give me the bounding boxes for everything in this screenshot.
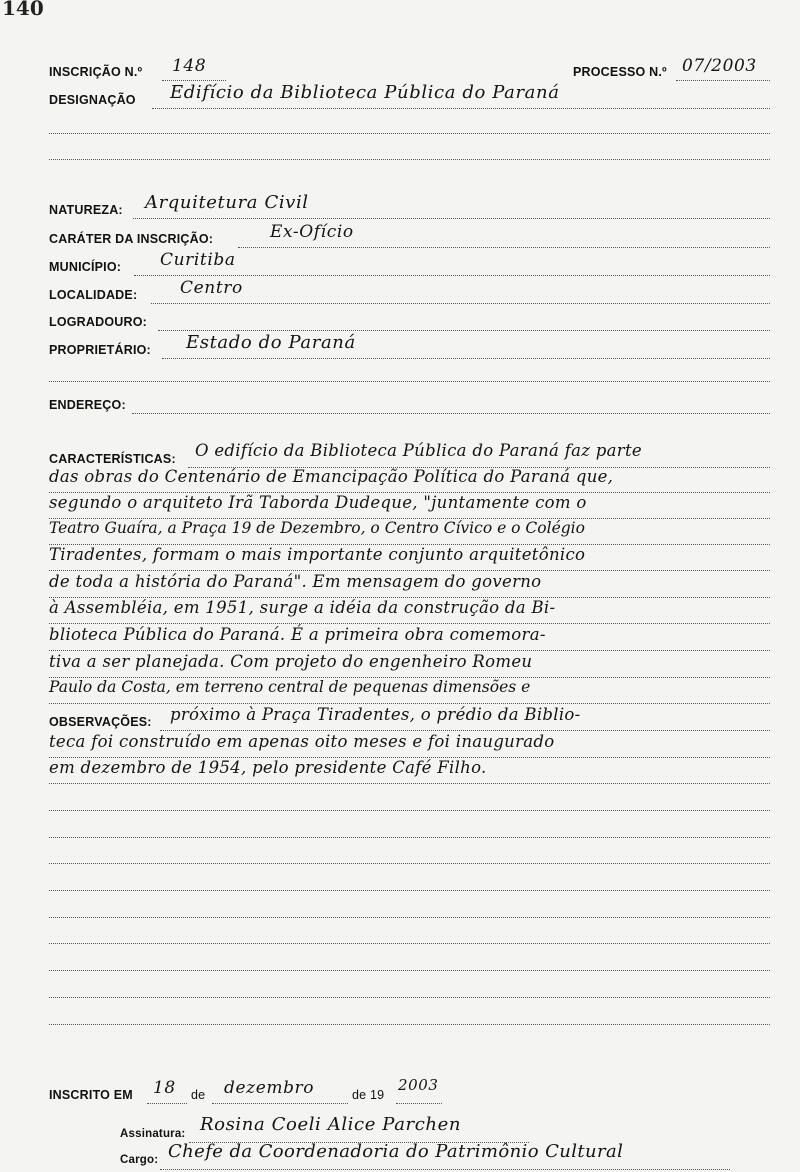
observacoes-label: OBSERVAÇÕES: [49,715,152,729]
caracteristicas-text-line: Tiradentes, formam o mais importante conjunto arquitetônico [49,545,586,564]
proprietario-line [162,358,770,359]
caracteristicas-text-line: à Assembléia, em 1951, surge a idéia da construção da Bi- [49,598,556,617]
blank-line [49,997,770,998]
page-number: 140 [2,0,44,20]
caracteristicas-text-line: segundo o arquiteto Irã Taborda Dudeque, "juntamente com o [49,493,587,512]
processo-label: PROCESSO N.º [573,65,667,79]
carater-line [238,247,770,248]
caracteristicas-line [49,623,770,624]
caracteristicas-line [49,570,770,571]
blank-line [49,970,770,971]
blank-line [49,159,770,160]
carater-value: Ex-Ofício [270,222,354,242]
caracteristicas-line [49,703,770,704]
inscricao-label: INSCRIÇÃO N.º [49,65,143,79]
municipio-value: Curitiba [160,250,236,270]
inscrito-month: dezembro [224,1078,315,1098]
municipio-line [134,275,770,276]
caracteristicas-text-line: das obras do Centenário de Emancipação Política do Paraná que, [49,467,614,486]
endereco-line [132,413,770,414]
endereco-label: ENDEREÇO: [49,398,126,412]
designacao-label: DESIGNAÇÃO [49,93,136,107]
caracteristicas-text-line: O edifício da Biblioteca Pública do Paraná faz parte [195,441,642,460]
designacao-value: Edifício da Biblioteca Pública do Paraná [170,82,560,103]
carater-label: CARÁTER DA INSCRIÇÃO: [49,232,214,246]
inscricao-line [162,80,226,81]
inscrito-day-line [147,1103,187,1104]
observacoes-text-line: teca foi construído em apenas oito meses e foi inaugurado [49,732,555,751]
observacoes-line [49,783,770,784]
blank-line [49,917,770,918]
caracteristicas-text-line: tiva a ser planejada. Com projeto do engenheiro Romeu [49,652,533,671]
assinatura-signature: Rosina Coeli Alice Parchen [200,1114,462,1135]
natureza-line [133,218,770,219]
blank-line [49,133,770,134]
cargo-value: Chefe da Coordenadoria do Patrimônio Cultural [168,1141,624,1162]
localidade-label: LOCALIDADE: [49,288,138,302]
caracteristicas-line [49,650,770,651]
observacoes-text-line: em dezembro de 1954, pelo presidente Café Filho. [49,758,487,777]
inscrito-de-19: de 19 [352,1088,385,1102]
caracteristicas-text-line: de toda a história do Paraná". Em mensagem do governo [49,572,542,591]
caracteristicas-text-line: Paulo da Costa, em terreno central de pequenas dimensões e [49,678,531,696]
observacoes-line [160,730,770,731]
blank-line [49,1024,770,1025]
inscrito-year-line [396,1103,442,1104]
processo-line [676,80,770,81]
processo-value: 07/2003 [682,56,757,76]
proprietario-label: PROPRIETÁRIO: [49,343,151,357]
logradouro-label: LOGRADOURO: [49,315,148,329]
inscricao-value: 148 [172,56,207,76]
localidade-value: Centro [180,278,243,298]
blank-line [49,381,770,382]
inscrito-month-line [212,1103,348,1104]
blank-line [49,810,770,811]
inscrito-de: de [191,1088,206,1102]
designacao-line [152,108,770,109]
cargo-label: Cargo: [120,1154,159,1166]
observacoes-text-line: próximo à Praça Tiradentes, o prédio da Biblio- [170,705,581,724]
cargo-line [160,1169,730,1170]
caracteristicas-text-line: blioteca Pública do Paraná. É a primeira obra comemora- [49,625,546,644]
blank-line [49,943,770,944]
natureza-label: NATUREZA: [49,203,123,217]
caracteristicas-label: CARACTERÍSTICAS: [49,452,176,466]
proprietario-value: Estado do Paraná [186,332,356,353]
logradouro-line [158,330,770,331]
localidade-line [151,303,770,304]
inscrito-year: 2003 [398,1076,439,1094]
inscrito-label: INSCRITO EM [49,1088,133,1102]
blank-line [49,863,770,864]
inscrito-day: 18 [153,1078,176,1098]
blank-line [49,890,770,891]
assinatura-label: Assinatura: [120,1128,186,1140]
caracteristicas-text-line: Teatro Guaíra, a Praça 19 de Dezembro, o Centro Cívico e o Colégio [49,519,585,537]
natureza-value: Arquitetura Civil [145,192,309,213]
municipio-label: MUNICÍPIO: [49,260,122,274]
blank-line [49,837,770,838]
